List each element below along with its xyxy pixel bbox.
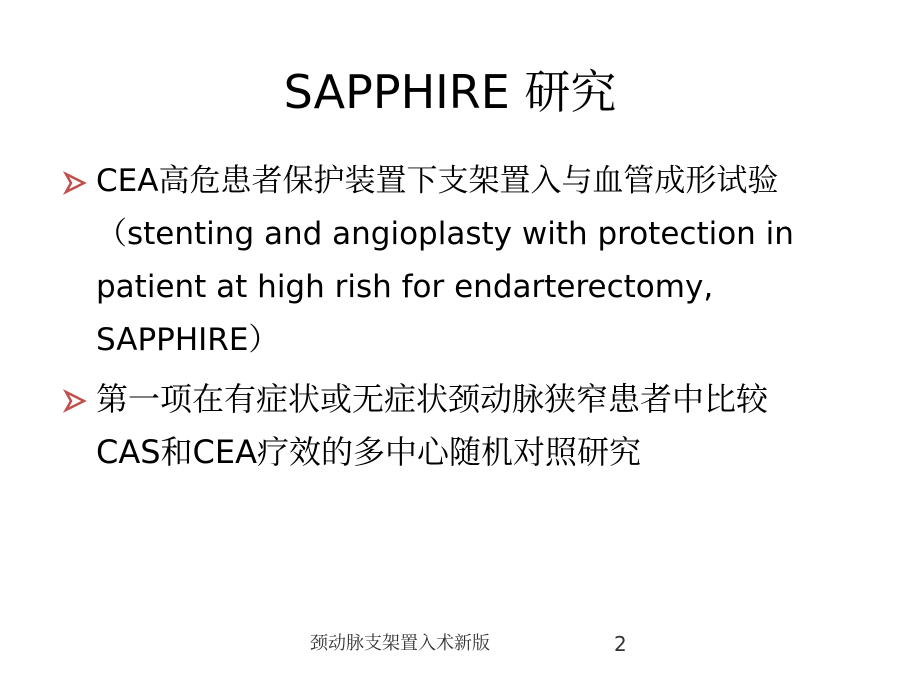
- footer-text: 颈动脉支架置入术新版: [310, 633, 490, 654]
- bullet-item: [62, 155, 822, 367]
- bullet-text: CEA高危患者保护装置下支架置入与血管成形试验 （stenting and angioplasty with protection in patient at high rish for endarterectomy, SAPPHIRE）: [96, 163, 794, 358]
- arrow-bullet-icon: [62, 170, 88, 196]
- slide-title: SAPPHIRE 研究: [283, 65, 617, 119]
- arrow-bullet-icon: [62, 388, 88, 414]
- bullet-text: 第一项在有症状或无症状颈动脉狭窄患者中比较CAS和CEA疗效的多中心随机对照研究: [96, 380, 769, 471]
- bullet-list: [62, 155, 822, 485]
- bullet-item: [62, 373, 822, 479]
- page-number: 2: [614, 632, 627, 656]
